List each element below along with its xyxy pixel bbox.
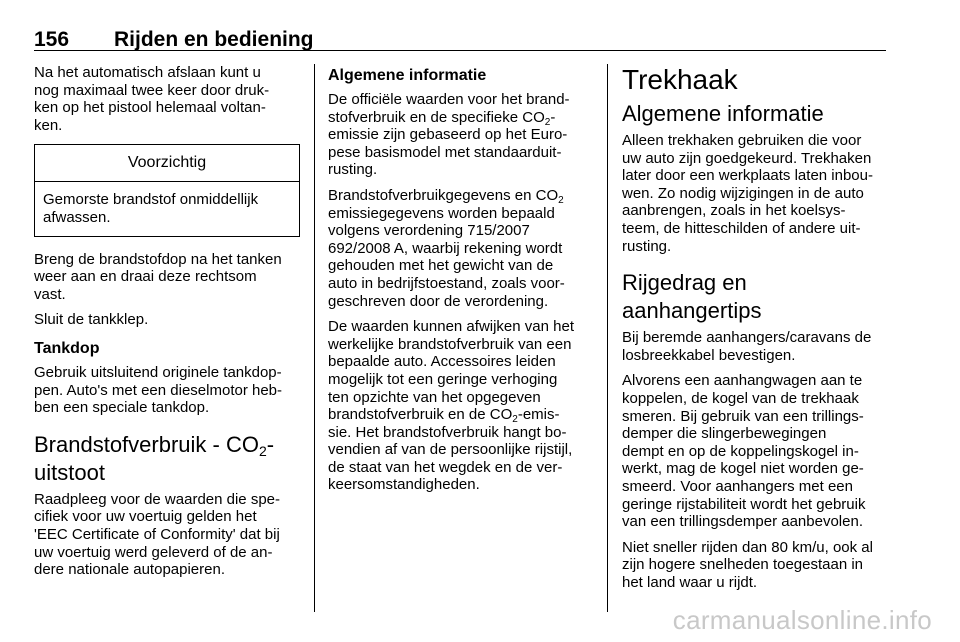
- text-line: rusting.: [328, 161, 378, 179]
- text-line: wen. Zo nodig wijzigingen in de auto: [622, 184, 864, 202]
- text-fragment: -emis-: [517, 406, 560, 424]
- text-line: de staat van het wegdek en de ver-: [328, 458, 563, 476]
- text-fragment: stofverbruik en de specifieke CO: [328, 108, 545, 126]
- text-line: keersomstandigheden.: [328, 476, 480, 494]
- text-line: pen. Auto's met een dieselmotor heb-: [34, 381, 283, 399]
- header-rule: [34, 50, 886, 51]
- column-divider-1: [314, 64, 315, 612]
- text-line: afwassen.: [43, 208, 111, 226]
- text-line: 692/2008 A, waarbij rekening wordt: [328, 239, 563, 257]
- text-line: Sluit de tankklep.: [34, 311, 149, 329]
- text-line: emissie zijn gebaseerd op het Euro-: [328, 126, 568, 144]
- text-line: vendien af van de persoonlijke rijstijl,: [328, 441, 573, 459]
- official-values-paragraph: [328, 91, 594, 179]
- heading-driving-tips: Rijgedrag en aanhangertips: [622, 270, 762, 324]
- subscript: 2: [558, 194, 564, 206]
- text-line: auto in bedrijfstoestand, zoals voor-: [328, 274, 565, 292]
- intro-paragraph: [34, 64, 300, 134]
- text-line: weer aan en draai deze rechtsom: [34, 268, 257, 286]
- text-line: rusting.: [622, 237, 672, 255]
- text-fragment: brandstofverbruik en de CO: [328, 406, 513, 424]
- text-line: 'EEC Certificate of Conformity' dat bij: [34, 525, 280, 543]
- towbar-paragraph: [622, 132, 888, 255]
- text-line: [328, 109, 594, 127]
- text-line: Raadpleeg voor de waarden die spe-: [34, 490, 280, 508]
- text-line: smeerd. Voor aanhangers met een: [622, 477, 853, 495]
- heading-general-info: Algemene informatie: [328, 67, 487, 84]
- caution-title: Voorzichtig: [35, 145, 299, 182]
- refuel-paragraph: [34, 251, 300, 304]
- text-line: Bij beremde aanhangers/caravans de: [622, 329, 872, 347]
- consumption-paragraph: [34, 491, 300, 579]
- page-number: 156: [34, 28, 70, 51]
- text-line: emissiegegevens worden bepaald: [328, 204, 555, 222]
- text-line: geringe rijstabiliteit wordt het gebruik: [622, 495, 866, 513]
- text-line: losbreekkabel bevestigen.: [622, 346, 796, 364]
- column-2: [328, 64, 594, 502]
- watermark: carmanualsonline.info: [672, 605, 932, 635]
- close-flap-paragraph: [34, 311, 300, 329]
- text-line: dempt en op de koppelingskogel in-: [622, 442, 859, 460]
- text-line: ken.: [34, 116, 63, 134]
- text-fragment: Brandstofverbruikgegevens en CO: [328, 186, 559, 204]
- text-line: bepaalde auto. Accessoires leiden: [328, 353, 556, 371]
- text-line: cifiek voor uw voertuig gelden het: [34, 508, 257, 526]
- subscript: 2: [544, 116, 551, 128]
- text-line: werkt, mag de kogel niet worden ge-: [622, 460, 864, 478]
- text-line: koppelen, de kogel van de trekhaak: [622, 389, 859, 407]
- text-line: Alvorens een aanhangwagen aan te: [622, 372, 863, 390]
- text-line: later door een werkplaats laten inbou-: [622, 167, 873, 185]
- text-line: Gemorste brandstof onmiddellijk: [43, 191, 259, 209]
- heading-text: Brandstofverbruik - CO: [34, 431, 259, 457]
- breakaway-cable-paragraph: [622, 329, 888, 364]
- column-divider-2: [607, 64, 608, 612]
- lubrication-paragraph: [622, 372, 888, 530]
- heading-line: [34, 431, 300, 459]
- text-line: pese basismodel met standaarduit-: [328, 143, 562, 161]
- subscript: 2: [258, 442, 267, 459]
- text-line: aanbrengen, zoals in het koelsys-: [622, 202, 846, 220]
- heading-fuel-consumption: [34, 431, 300, 487]
- heading-general-info-towbar: Algemene informatie: [622, 101, 824, 126]
- text-line: ten opzichte van het opgegeven: [328, 388, 541, 406]
- text-line: gehouden met het gewicht van de: [328, 257, 554, 275]
- text-line: uw voertuig werd geleverd of de an-: [34, 543, 273, 561]
- speed-limit-paragraph: [622, 539, 888, 592]
- deviation-paragraph: [328, 318, 594, 494]
- text-line: mogelijk tot een geringe verhoging: [328, 370, 558, 388]
- text-line: werkelijke brandstofverbruik van een: [328, 335, 572, 353]
- column-3: [622, 64, 888, 599]
- text-line: Alleen trekhaken gebruiken die voor: [622, 132, 862, 149]
- text-line: Na het automatisch afslaan kunt u: [34, 64, 261, 81]
- text-line: De officiële waarden voor het brand-: [328, 91, 570, 108]
- text-line: zijn hogere snelheden toegestaan in: [622, 556, 864, 574]
- page-header: [34, 28, 886, 52]
- text-line: van een trillingsdemper aanbevolen.: [622, 513, 863, 531]
- text-line: [328, 187, 594, 205]
- caution-box: [34, 144, 300, 236]
- text-line: dere nationale autopapieren.: [34, 561, 225, 579]
- heading-text: -: [266, 431, 275, 457]
- text-line: Breng de brandstofdop na het tanken: [34, 250, 282, 268]
- subscript: 2: [512, 414, 518, 426]
- text-line: demper die slingerbewegingen: [622, 425, 827, 443]
- text-line: vast.: [34, 285, 66, 303]
- heading-line: uitstoot: [34, 459, 105, 485]
- text-line: ben een speciale tankdop.: [34, 399, 210, 417]
- text-line: geschreven door de verordening.: [328, 292, 549, 310]
- tankdop-paragraph: [34, 364, 300, 417]
- column-1: [34, 64, 300, 587]
- text-line: ken op het pistool helemaal voltan-: [34, 99, 266, 117]
- heading-trekhaak: Trekhaak: [622, 64, 738, 95]
- caution-text: [35, 182, 299, 235]
- text-line: smeren. Bij gebruik van een trillings-: [622, 407, 864, 425]
- running-title: Rijden en bediening: [114, 28, 314, 51]
- text-line: volgens verordening 715/2007: [328, 222, 530, 240]
- text-line: het land waar u rijdt.: [622, 573, 758, 591]
- text-line: sie. Het brandstofverbruik hangt bo-: [328, 423, 567, 441]
- text-line: nog maximaal twee keer door druk-: [34, 81, 270, 99]
- text-line: uw auto zijn goedgekeurd. Trekhaken: [622, 149, 872, 167]
- regulation-paragraph: [328, 187, 594, 310]
- heading-tankdop: Tankdop: [34, 339, 100, 357]
- text-line: [328, 406, 594, 424]
- text-line: teem, de hitteschilden of andere uit-: [622, 219, 861, 237]
- text-line: Gebruik uitsluitend originele tankdop-: [34, 363, 282, 381]
- text-line: De waarden kunnen afwijken van het: [328, 318, 574, 336]
- text-fragment: -: [550, 108, 556, 126]
- text-line: Niet sneller rijden dan 80 km/u, ook al: [622, 538, 873, 556]
